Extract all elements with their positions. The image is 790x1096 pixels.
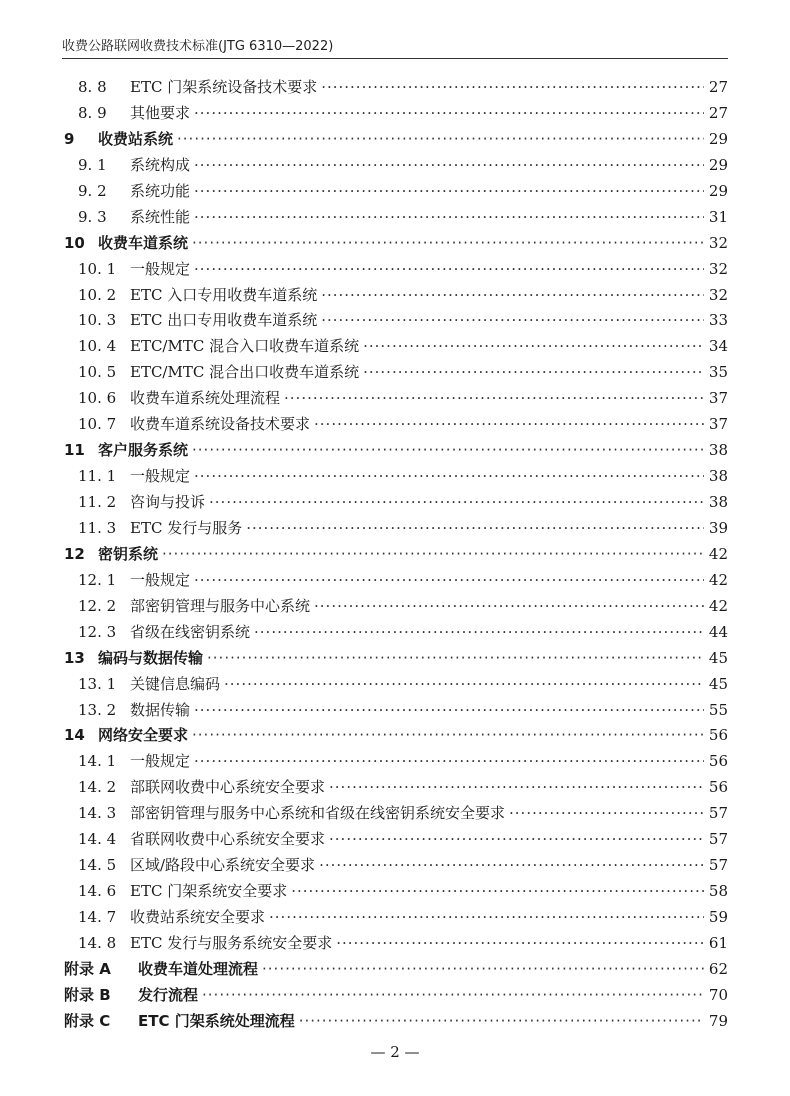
toc-section-entry[interactable] <box>64 905 728 931</box>
toc-entry-title: 收费站系统 <box>98 129 174 148</box>
toc-leader-dots <box>329 775 704 801</box>
toc-section-entry[interactable] <box>64 672 728 698</box>
toc-entry-page: 32 <box>708 233 728 252</box>
toc-section-entry[interactable] <box>64 853 728 879</box>
toc-entry-page: 42 <box>708 544 728 563</box>
toc-entry-number: 10. 7 <box>78 415 117 434</box>
toc-entry-number: 附录 C <box>64 1011 111 1030</box>
toc-leader-dots <box>194 205 704 231</box>
toc-entry-number: 9. 3 <box>78 207 107 226</box>
toc-entry-title: 关键信息编码 <box>130 674 221 693</box>
toc-entry-number: 11. 3 <box>78 518 117 537</box>
toc-entry-page: 57 <box>708 830 728 849</box>
toc-leader-dots <box>299 1009 704 1035</box>
toc-entry-page: 35 <box>708 363 728 382</box>
toc-entry-page: 38 <box>708 493 728 511</box>
toc-leader-dots <box>194 153 704 179</box>
toc-section-entry[interactable] <box>64 283 728 309</box>
toc-entry-page: 42 <box>708 570 728 589</box>
toc-entry-title: 收费车道系统 <box>98 233 189 252</box>
toc-section-entry[interactable] <box>64 257 728 283</box>
toc-leader-dots <box>363 334 704 360</box>
toc-section-entry[interactable] <box>64 386 728 412</box>
toc-section-entry[interactable] <box>64 879 728 905</box>
toc-leader-dots <box>321 308 704 334</box>
toc-entry-title: 部联网收费中心系统安全要求 <box>130 778 326 797</box>
toc-entry-page: 58 <box>708 882 728 901</box>
toc-section-entry[interactable] <box>64 75 728 101</box>
toc-entry-page: 62 <box>708 959 728 978</box>
toc-section-entry[interactable] <box>64 931 728 957</box>
toc-entry-number: 13 <box>64 648 85 667</box>
toc-entry-number: 14 <box>64 726 85 745</box>
toc-entry-number: 10. 4 <box>78 337 117 356</box>
toc-entry-page: 44 <box>708 622 728 641</box>
toc-entry-title: 收费车道系统设备技术要求 <box>130 415 311 434</box>
toc-leader-dots <box>269 905 704 931</box>
toc-entry-page: 32 <box>708 285 728 304</box>
toc-entry-title: 一般规定 <box>130 467 191 486</box>
toc-leader-dots <box>177 127 704 153</box>
toc-entry-number: 14. 2 <box>78 778 117 797</box>
toc-leader-dots <box>194 257 704 283</box>
toc-leader-dots <box>194 464 704 490</box>
toc-entry-page: 29 <box>708 155 728 174</box>
toc-entry-title: 收费车道处理流程 <box>138 959 259 978</box>
toc-entry-title: ETC 门架系统处理流程 <box>138 1011 295 1030</box>
toc-entry-number: 10. 1 <box>78 259 117 278</box>
toc-entry-page: 33 <box>708 311 728 330</box>
toc-entry-number: 附录 A <box>64 959 111 978</box>
toc-leader-dots <box>246 516 704 542</box>
table-of-contents <box>64 75 728 1035</box>
toc-leader-dots <box>314 412 704 438</box>
toc-entry-number: 10 <box>64 233 85 252</box>
toc-section-entry[interactable] <box>64 153 728 179</box>
toc-leader-dots <box>509 801 704 827</box>
toc-section-entry[interactable] <box>64 801 728 827</box>
toc-leader-dots <box>321 283 704 309</box>
toc-section-entry[interactable] <box>64 308 728 334</box>
toc-leader-dots <box>192 438 704 464</box>
toc-leader-dots <box>194 749 704 775</box>
toc-section-entry[interactable] <box>64 827 728 853</box>
toc-entry-page: 37 <box>708 389 728 408</box>
toc-entry-title: 咨询与投诉 <box>130 493 206 511</box>
toc-entry-number: 12. 3 <box>78 622 117 641</box>
toc-entry-page: 56 <box>708 778 728 797</box>
toc-entry-page: 70 <box>708 985 728 1004</box>
toc-entry-number: 8. 8 <box>78 78 107 96</box>
toc-entry-number: 9 <box>64 129 75 148</box>
toc-entry-number: 10. 6 <box>78 389 117 408</box>
toc-entry-page: 45 <box>708 648 728 667</box>
toc-entry-title: 其他要求 <box>130 103 191 122</box>
toc-entry-page: 56 <box>708 726 728 745</box>
toc-entry-title: ETC 门架系统设备技术要求 <box>130 78 318 96</box>
toc-entry-page: 45 <box>708 674 728 693</box>
toc-entry-page: 27 <box>708 103 728 122</box>
toc-entry-number: 14. 8 <box>78 933 117 952</box>
toc-entry-page: 39 <box>708 518 728 537</box>
toc-section-entry[interactable] <box>64 620 728 646</box>
toc-section-entry[interactable] <box>64 568 728 594</box>
toc-entry-number: 10. 2 <box>78 285 117 304</box>
toc-entry-title: 网络安全要求 <box>98 726 189 745</box>
toc-entry-title: ETC 出口专用收费车道系统 <box>130 311 318 330</box>
toc-entry-page: 57 <box>708 856 728 875</box>
toc-entry-page: 79 <box>708 1011 728 1030</box>
toc-appendix-entry[interactable] <box>64 983 728 1009</box>
toc-chapter-entry[interactable] <box>64 438 728 464</box>
toc-entry-title: 一般规定 <box>130 570 191 589</box>
toc-leader-dots <box>194 568 704 594</box>
toc-section-entry[interactable] <box>64 490 728 516</box>
toc-section-entry[interactable] <box>64 464 728 490</box>
toc-section-entry[interactable] <box>64 749 728 775</box>
header-divider <box>62 58 728 59</box>
toc-section-entry[interactable] <box>64 179 728 205</box>
toc-entry-title: 系统功能 <box>130 181 191 200</box>
toc-section-entry[interactable] <box>64 698 728 724</box>
toc-entry-page: 59 <box>708 908 728 926</box>
toc-entry-title: 收费车道系统处理流程 <box>130 389 281 408</box>
toc-entry-number: 14. 4 <box>78 830 117 849</box>
toc-section-entry[interactable] <box>64 412 728 438</box>
toc-entry-number: 14. 7 <box>78 908 117 926</box>
toc-entry-title: 客户服务系统 <box>98 441 189 460</box>
toc-entry-number: 14. 6 <box>78 882 117 901</box>
toc-leader-dots <box>262 957 704 983</box>
toc-entry-page: 27 <box>708 78 728 96</box>
toc-entry-title: 发行流程 <box>138 985 199 1004</box>
toc-leader-dots <box>314 594 704 620</box>
toc-section-entry[interactable] <box>64 360 728 386</box>
toc-entry-title: ETC/MTC 混合出口收费车道系统 <box>130 363 360 382</box>
toc-chapter-entry[interactable] <box>64 723 728 749</box>
toc-leader-dots <box>192 723 704 749</box>
toc-entry-title: 一般规定 <box>130 752 191 771</box>
toc-entry-page: 29 <box>708 129 728 148</box>
toc-leader-dots <box>291 879 704 905</box>
toc-appendix-entry[interactable] <box>64 1009 728 1035</box>
toc-entry-page: 61 <box>708 933 728 952</box>
toc-entry-title: 省级在线密钥系统 <box>130 622 251 641</box>
toc-section-entry[interactable] <box>64 594 728 620</box>
toc-entry-title: 数据传输 <box>130 700 191 719</box>
toc-leader-dots <box>162 542 704 568</box>
toc-entry-number: 14. 1 <box>78 752 117 771</box>
toc-entry-page: 56 <box>708 752 728 771</box>
toc-entry-number: 9. 1 <box>78 155 107 174</box>
toc-chapter-entry[interactable] <box>64 127 728 153</box>
toc-leader-dots <box>202 983 704 1009</box>
toc-leader-dots <box>284 386 704 412</box>
toc-entry-page: 38 <box>708 441 728 460</box>
toc-entry-page: 38 <box>708 467 728 486</box>
running-header: 收费公路联网收费技术标准(JTG 6310—2022) <box>62 39 334 54</box>
toc-section-entry[interactable] <box>64 101 728 127</box>
toc-leader-dots <box>192 231 704 257</box>
toc-entry-page: 37 <box>708 415 728 434</box>
toc-entry-title: 省联网收费中心系统安全要求 <box>130 830 326 849</box>
toc-leader-dots <box>207 646 704 672</box>
toc-entry-title: 编码与数据传输 <box>98 648 204 667</box>
toc-entry-number: 14. 3 <box>78 804 117 823</box>
toc-entry-title: ETC 门架系统安全要求 <box>130 882 288 901</box>
toc-entry-number: 12. 1 <box>78 570 117 589</box>
toc-section-entry[interactable] <box>64 205 728 231</box>
toc-entry-title: 密钥系统 <box>98 544 159 563</box>
toc-entry-title: 一般规定 <box>130 259 191 278</box>
toc-leader-dots <box>363 360 704 386</box>
toc-leader-dots <box>194 179 704 205</box>
toc-entry-number: 12 <box>64 544 85 563</box>
toc-chapter-entry[interactable] <box>64 646 728 672</box>
toc-leader-dots <box>194 101 704 127</box>
toc-leader-dots <box>194 698 704 724</box>
toc-chapter-entry[interactable] <box>64 231 728 257</box>
toc-section-entry[interactable] <box>64 775 728 801</box>
toc-entry-number: 附录 B <box>64 985 111 1004</box>
toc-entry-title: 部密钥管理与服务中心系统和省级在线密钥系统安全要求 <box>130 804 506 823</box>
toc-entry-title: ETC 发行与服务 <box>130 518 243 537</box>
toc-entry-title: 区域/路段中心系统安全要求 <box>130 856 316 875</box>
toc-entry-title: 系统性能 <box>130 207 191 226</box>
toc-section-entry[interactable] <box>64 334 728 360</box>
toc-entry-number: 11. 2 <box>78 493 117 511</box>
toc-leader-dots <box>336 931 704 957</box>
toc-leader-dots <box>321 75 704 101</box>
toc-entry-number: 13. 1 <box>78 674 117 693</box>
toc-entry-number: 8. 9 <box>78 103 107 122</box>
toc-entry-number: 14. 5 <box>78 856 117 875</box>
toc-entry-number: 12. 2 <box>78 596 117 615</box>
toc-chapter-entry[interactable] <box>64 542 728 568</box>
toc-entry-title: ETC 入口专用收费车道系统 <box>130 285 318 304</box>
toc-entry-page: 29 <box>708 181 728 200</box>
toc-entry-number: 10. 3 <box>78 311 117 330</box>
toc-section-entry[interactable] <box>64 516 728 542</box>
toc-entry-page: 57 <box>708 804 728 823</box>
toc-entry-page: 32 <box>708 259 728 278</box>
toc-entry-number: 9. 2 <box>78 181 107 200</box>
toc-leader-dots <box>329 827 704 853</box>
toc-entry-page: 34 <box>708 337 728 356</box>
toc-entry-page: 55 <box>708 700 728 719</box>
toc-leader-dots <box>254 620 704 646</box>
toc-leader-dots <box>224 672 704 698</box>
toc-entry-number: 11 <box>64 441 85 460</box>
toc-leader-dots <box>319 853 704 879</box>
toc-appendix-entry[interactable] <box>64 957 728 983</box>
toc-entry-title: 部密钥管理与服务中心系统 <box>130 596 311 615</box>
toc-entry-title: 收费站系统安全要求 <box>130 908 266 926</box>
page-number: — 2 — <box>370 1043 420 1061</box>
toc-entry-page: 31 <box>708 207 728 226</box>
toc-leader-dots <box>209 490 704 516</box>
toc-entry-title: ETC 发行与服务系统安全要求 <box>130 933 333 952</box>
toc-entry-title: ETC/MTC 混合入口收费车道系统 <box>130 337 360 356</box>
toc-entry-page: 42 <box>708 596 728 615</box>
toc-entry-number: 10. 5 <box>78 363 117 382</box>
toc-entry-number: 11. 1 <box>78 467 117 486</box>
toc-entry-number: 13. 2 <box>78 700 117 719</box>
toc-entry-title: 系统构成 <box>130 155 191 174</box>
